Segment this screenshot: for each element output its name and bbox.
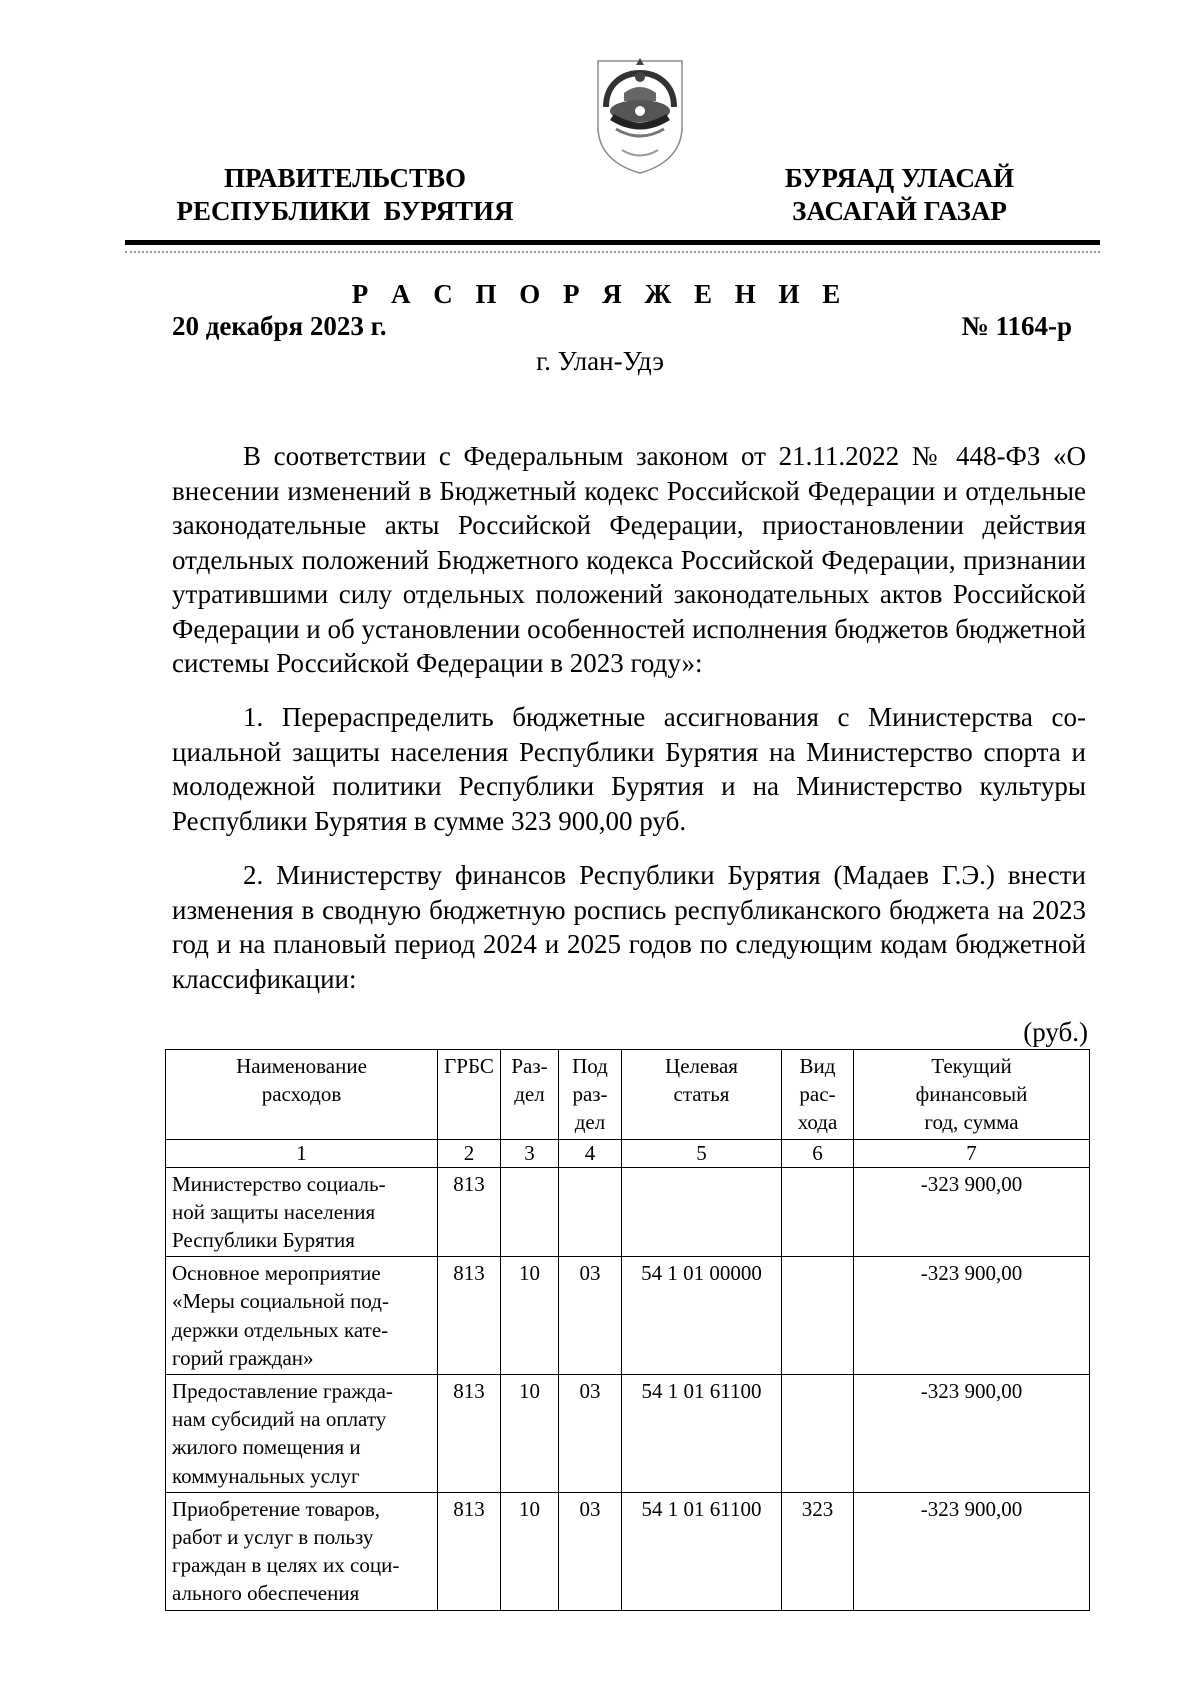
expense-name-line: Предоставление гражда- xyxy=(172,1379,393,1404)
subsection-cell: 03 xyxy=(559,1492,622,1610)
government-name-russian xyxy=(160,162,530,228)
section-cell: 10 xyxy=(501,1257,559,1375)
table-row xyxy=(166,1492,1090,1610)
expense-name-line: ального обеспечения xyxy=(172,1581,360,1606)
table-row xyxy=(166,1167,1090,1257)
header-line: дел xyxy=(514,1082,545,1107)
expense-name-line: работ и услуг в пользу xyxy=(172,1525,374,1550)
government-name-line: ЗАСАГАЙ ГАЗАР xyxy=(792,196,1007,226)
header-line: ГРБС xyxy=(444,1054,494,1078)
header-line: Целевая xyxy=(665,1054,738,1078)
target-cell: 54 1 01 00000 xyxy=(622,1257,782,1375)
header-line: рас- xyxy=(799,1082,836,1107)
expense-name xyxy=(166,1167,438,1257)
header-divider-dotted xyxy=(125,251,1100,253)
header-line: раз- xyxy=(572,1082,608,1107)
header-amount xyxy=(854,1050,1090,1140)
header-line: статья xyxy=(673,1082,730,1107)
expense-name-line: жилого помещения и xyxy=(172,1435,361,1460)
header-grbs xyxy=(438,1050,501,1140)
table-header-row xyxy=(166,1050,1090,1140)
grbs-cell: 813 xyxy=(438,1375,501,1493)
header-name xyxy=(166,1050,438,1140)
column-number: 2 xyxy=(438,1139,501,1167)
target-cell: 54 1 01 61100 xyxy=(622,1492,782,1610)
expense-name-line: «Меры социальной под- xyxy=(172,1289,389,1314)
amount-cell: -323 900,00 xyxy=(854,1375,1090,1493)
section-cell: 10 xyxy=(501,1375,559,1493)
subsection-cell: 03 xyxy=(559,1375,622,1493)
header-line: Текущий xyxy=(931,1054,1012,1078)
kind-cell xyxy=(782,1167,854,1257)
government-name-line: ПРАВИТЕЛЬСТВО xyxy=(223,163,467,193)
expense-name-line: Республики Бурятия xyxy=(172,1228,355,1253)
header-section xyxy=(501,1050,559,1140)
table-unit: (руб.) xyxy=(1023,1017,1088,1047)
kind-cell xyxy=(782,1257,854,1375)
target-cell: 54 1 01 61100 xyxy=(622,1375,782,1493)
expense-name xyxy=(166,1257,438,1375)
item-2-paragraph: 2. Министерству финансов Республики Бурятия (Мадаев Г.Э.) внести изменения в сводную бюджетную роспись республиканского бюджета на 2023 год и на плановый период 2024 и 2025 годов по следующим кодам бюджетной классификации: xyxy=(172,860,1086,994)
header-line: расходов xyxy=(261,1082,342,1107)
target-cell xyxy=(622,1167,782,1257)
amount-cell: -323 900,00 xyxy=(854,1492,1090,1610)
header-line: Под xyxy=(572,1054,608,1078)
government-name-line: БУРЯАД УЛАСАЙ xyxy=(784,163,1015,193)
amount-cell: -323 900,00 xyxy=(854,1167,1090,1257)
preamble-paragraph: В соответствии с Федеральным законом от 21.11.2022 № 448-ФЗ «О внесении изменений в Бюджетный кодекс Российской Федерации и отдельные законодательные акты Российской Федерации, приостановлении действия отдельных положений Бюджетного кодекса Российской Федерации, признании утратившими силу отдельных положений законодательных актов Российской Федерации и об установлении особенностей исполнения бюджетов бюджетной системы Российской Федерации в 2023 году»: xyxy=(172,441,1086,678)
column-number: 5 xyxy=(622,1139,782,1167)
header-subsection xyxy=(559,1050,622,1140)
kind-cell: 323 xyxy=(782,1492,854,1610)
grbs-cell: 813 xyxy=(438,1257,501,1375)
expense-name-line: Приобретение товаров, xyxy=(172,1496,380,1521)
expense-name-line: коммунальных услуг xyxy=(172,1463,360,1488)
document-date: 20 декабря 2023 г. xyxy=(172,311,387,341)
header-target xyxy=(622,1050,782,1140)
document-city: г. Улан-Удэ xyxy=(536,346,664,376)
item-1-paragraph: 1. Перераспределить бюджетные ассигнования с Министерства социальной защиты населения Республики Бурятия на Министерство спорта и молодежной политики Республики Бурятия и на Министерство культуры Республики Бурятия в сумме 323 900,00 руб. xyxy=(172,702,1086,836)
header-line: Вид xyxy=(799,1054,836,1078)
expense-name-line: нам субсидий на оплату xyxy=(172,1407,387,1432)
grbs-cell: 813 xyxy=(438,1492,501,1610)
expense-name-line: горий граждан» xyxy=(172,1345,314,1370)
expense-name xyxy=(166,1375,438,1493)
budget-table xyxy=(165,1049,1090,1611)
column-number: 6 xyxy=(782,1139,854,1167)
subsection-cell: 03 xyxy=(559,1257,622,1375)
subsection-cell xyxy=(559,1167,622,1257)
expense-name-line: держки отдельных кате- xyxy=(172,1317,389,1342)
coat-of-arms-icon xyxy=(592,55,688,175)
header-line: Раз- xyxy=(511,1054,548,1078)
document-type: Р А С П О Р Я Ж Е Н И Е xyxy=(351,279,849,309)
expense-name-line: Основное мероприятие xyxy=(172,1261,381,1286)
column-number: 7 xyxy=(854,1139,1090,1167)
column-number: 4 xyxy=(559,1139,622,1167)
header-divider xyxy=(125,240,1100,245)
header-line: год, сумма xyxy=(924,1110,1019,1135)
table-row xyxy=(166,1375,1090,1493)
header-line: дел xyxy=(574,1110,606,1135)
column-number-row xyxy=(166,1139,1090,1167)
header-line: хода xyxy=(797,1110,838,1135)
government-name-buryat xyxy=(752,162,1047,228)
expense-name xyxy=(166,1492,438,1610)
expense-name-line: ной защиты населения xyxy=(172,1199,376,1224)
section-cell xyxy=(501,1167,559,1257)
document-number: № 1164-р xyxy=(961,311,1072,341)
column-number: 1 xyxy=(166,1139,438,1167)
header-line: финансовый xyxy=(915,1082,1028,1107)
column-number: 3 xyxy=(501,1139,559,1167)
section-cell: 10 xyxy=(501,1492,559,1610)
expense-name-line: Министерство социаль- xyxy=(172,1171,386,1196)
kind-cell xyxy=(782,1375,854,1493)
header-line: Наименование xyxy=(236,1054,367,1078)
header-kind xyxy=(782,1050,854,1140)
table-row xyxy=(166,1257,1090,1375)
expense-name-line: граждан в целях их соци- xyxy=(172,1553,400,1578)
grbs-cell: 813 xyxy=(438,1167,501,1257)
amount-cell: -323 900,00 xyxy=(854,1257,1090,1375)
government-name-line: РЕСПУБЛИКИ БУРЯТИЯ xyxy=(176,196,514,226)
